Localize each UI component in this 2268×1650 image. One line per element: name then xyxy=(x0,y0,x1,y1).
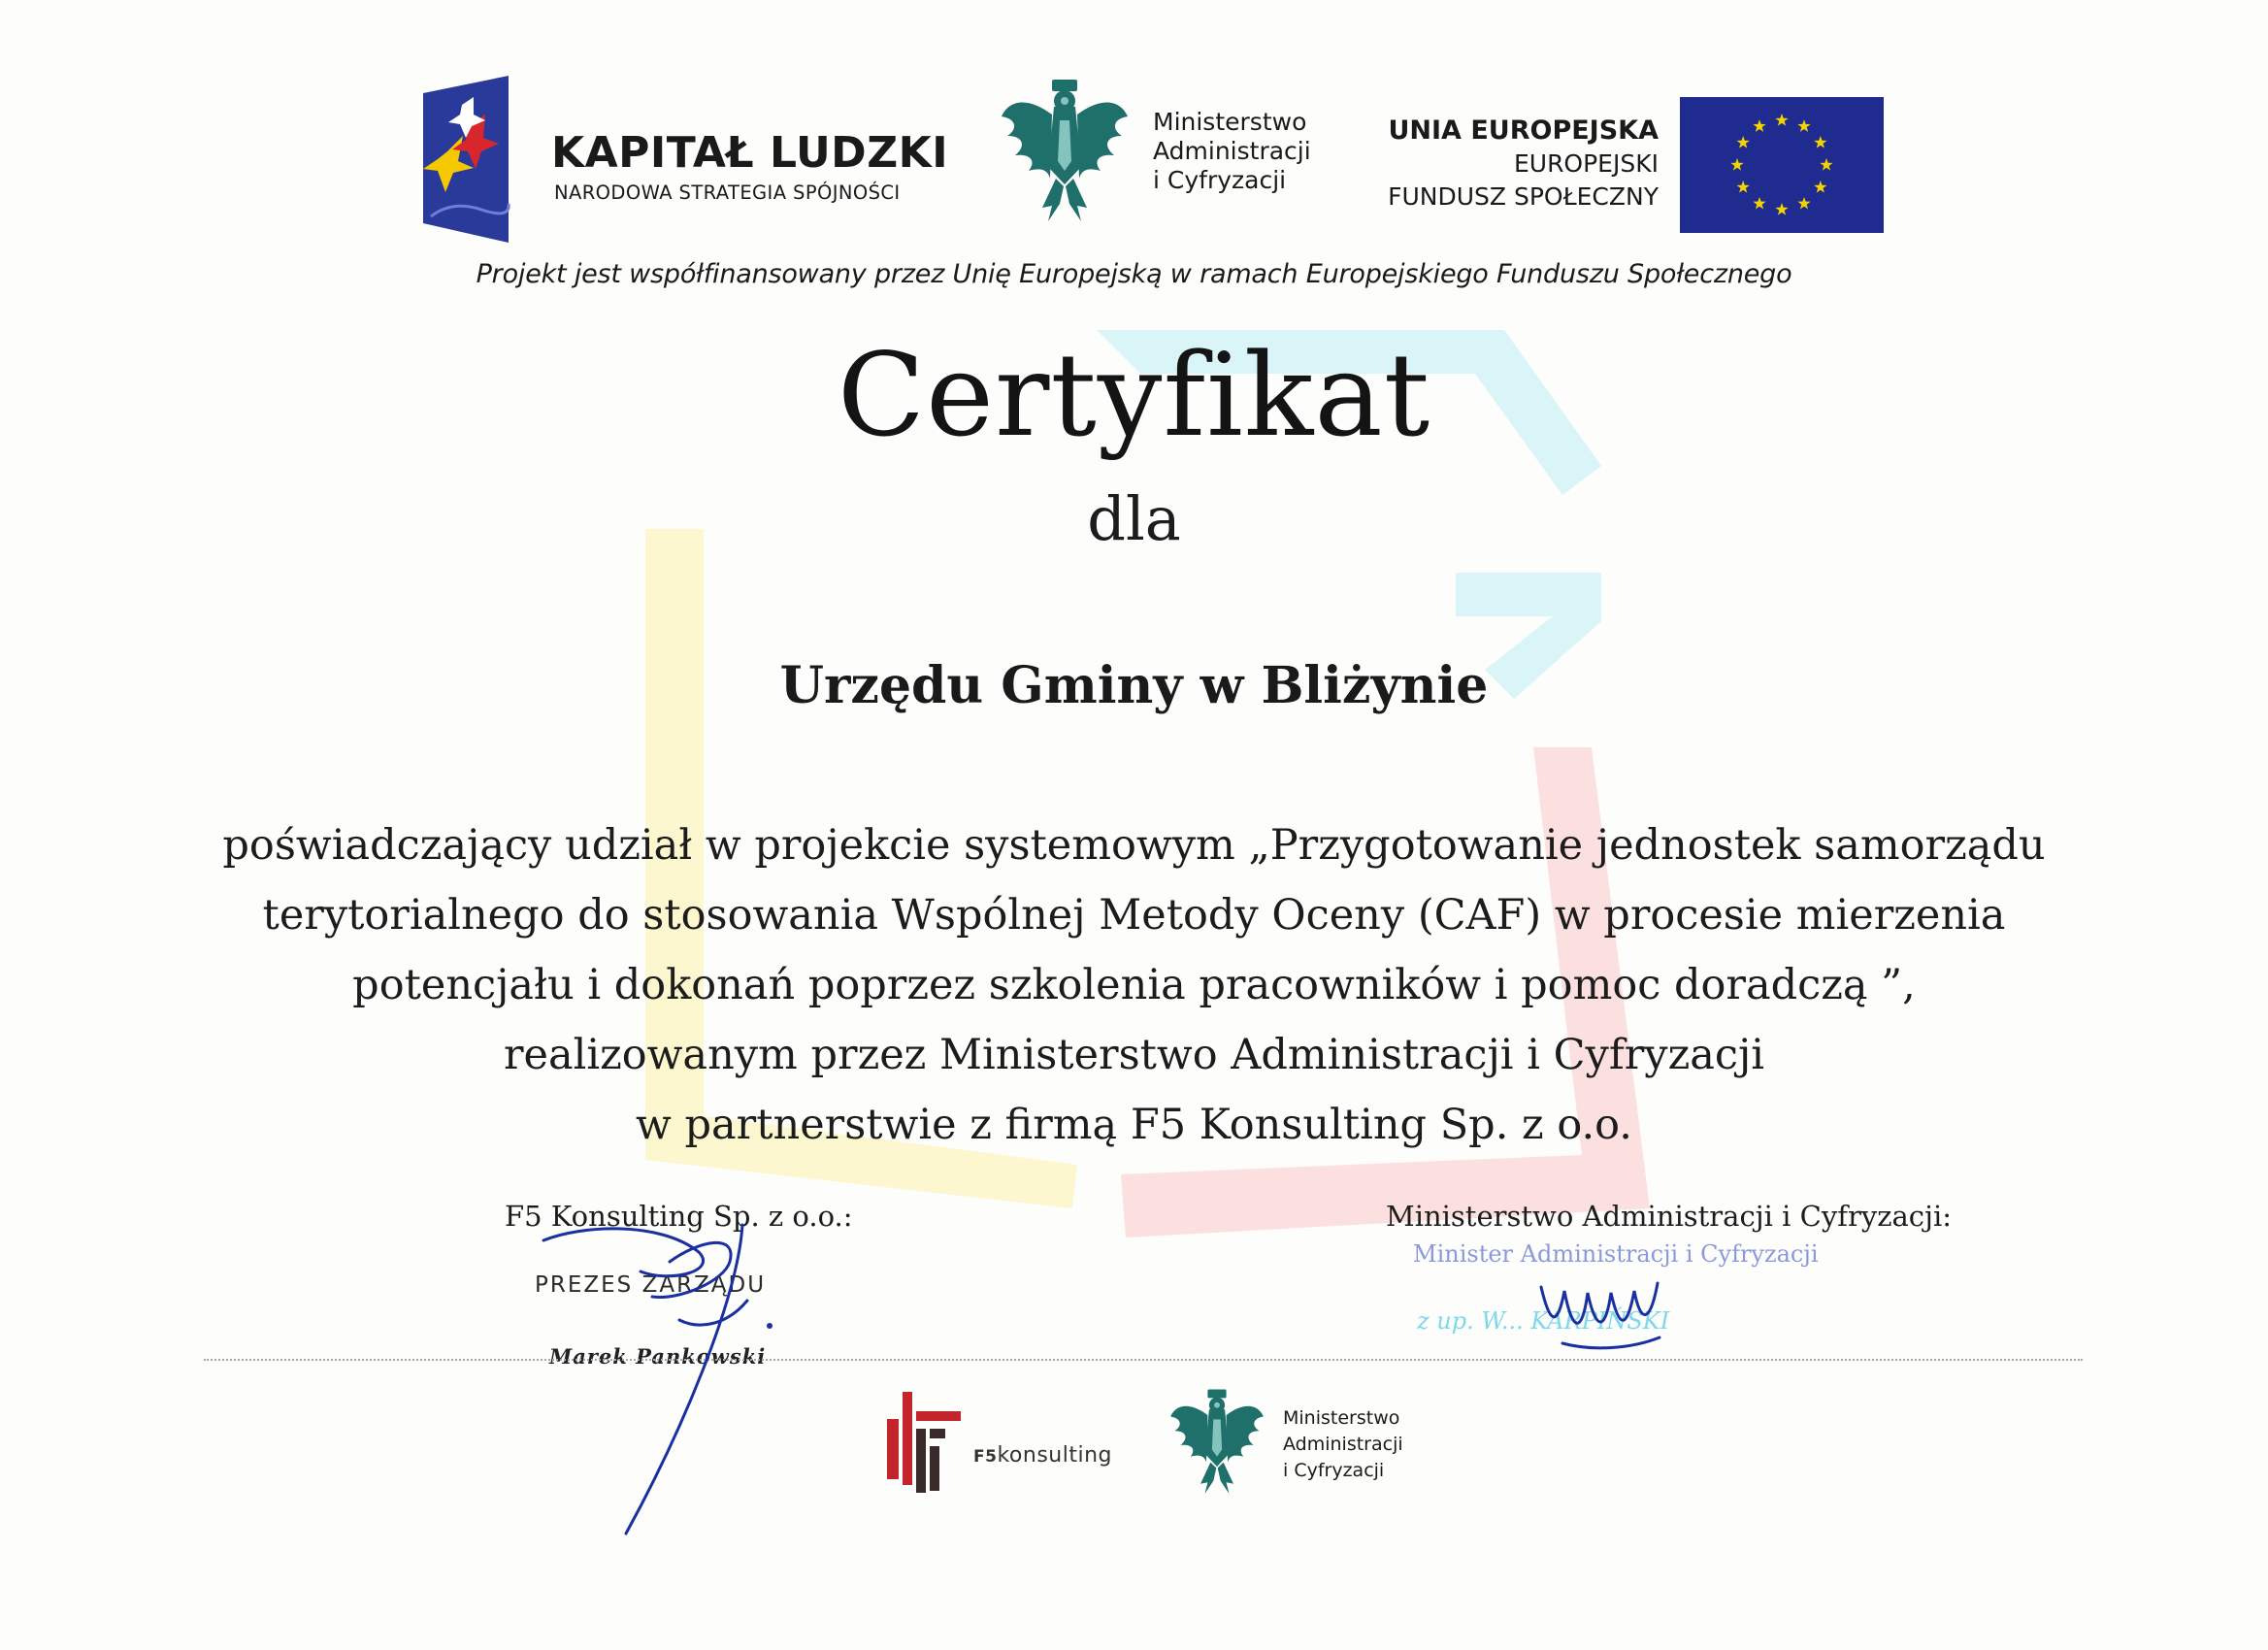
body-line: potencjału i dokonań poprzez szkolenia pracowników i pomoc doradczą ”, xyxy=(352,961,1916,1009)
eu-fund-label xyxy=(1388,115,1659,214)
f5-konsulting-logo xyxy=(885,1390,963,1495)
kapital-ludzki-subtitle: NARODOWA STRATEGIA SPÓJNOŚCI xyxy=(554,182,901,204)
stamp-title-prezes: PREZES ZARZĄDU xyxy=(535,1272,767,1298)
ministry-line: Administracji xyxy=(1283,1434,1403,1455)
ministry-line: Ministerstwo xyxy=(1283,1407,1400,1429)
eu-line: EUROPEJSKI xyxy=(1513,149,1659,178)
polish-eagle-icon xyxy=(1168,1388,1265,1497)
f5-name: konsulting xyxy=(997,1443,1112,1468)
eu-flag-icon xyxy=(1680,97,1884,233)
ministry-stamp-line2: z up. W... KARPIŃSKI xyxy=(1417,1307,1670,1335)
signature-label-f5: F5 Konsulting Sp. z o.o.: xyxy=(505,1200,853,1233)
eu-line: FUNDUSZ SPOŁECZNY xyxy=(1388,182,1659,211)
polish-eagle-icon xyxy=(1000,78,1130,225)
ministry-line: Ministerstwo xyxy=(1153,108,1307,136)
ministry-name-footer xyxy=(1283,1405,1403,1484)
signature-divider xyxy=(204,1359,2083,1361)
signature-label-ministry: Ministerstwo Administracji i Cyfryzacji: xyxy=(1386,1200,1953,1233)
certificate-title: Certyfikat xyxy=(837,328,1431,462)
eu-title: UNIA EUROPEJSKA xyxy=(1388,116,1659,146)
ministry-name-header xyxy=(1153,108,1311,195)
body-line: terytorialnego do stosowania Wspólnej Metody Oceny (CAF) w procesie mierzenia xyxy=(262,891,2006,940)
ministry-line: Administracji xyxy=(1153,137,1311,165)
certificate-body xyxy=(155,810,2113,1160)
body-line: realizowanym przez Ministerstwo Administracji i Cyfryzacji xyxy=(503,1031,1765,1079)
cofinancing-note: Projekt jest współfinansowany przez Unię Europejską w ramach Europejskiego Funduszu Społecznego xyxy=(476,259,1792,289)
certificate-for: dla xyxy=(1087,483,1181,554)
body-line: poświadczający udział w projekcie systemowym „Przygotowanie jednostek samorządu xyxy=(222,821,2046,870)
body-line: w partnerstwie z firmą F5 Konsulting Sp. z o.o. xyxy=(636,1101,1632,1149)
kapital-ludzki-title: KAPITAŁ LUDZKI xyxy=(551,128,949,178)
f5-prefix: F5 xyxy=(973,1447,998,1467)
ministry-line: i Cyfryzacji xyxy=(1153,166,1287,194)
stamp-name-pankowski: Marek Pankowski xyxy=(549,1344,767,1369)
ministry-stamp-line1: Minister Administracji i Cyfryzacji xyxy=(1413,1240,1819,1268)
f5-konsulting-wordmark xyxy=(973,1443,1112,1468)
ministry-line: i Cyfryzacji xyxy=(1283,1460,1385,1481)
certificate-recipient: Urzędu Gminy w Bliżynie xyxy=(779,656,1489,715)
kapital-ludzki-logo xyxy=(423,76,510,243)
